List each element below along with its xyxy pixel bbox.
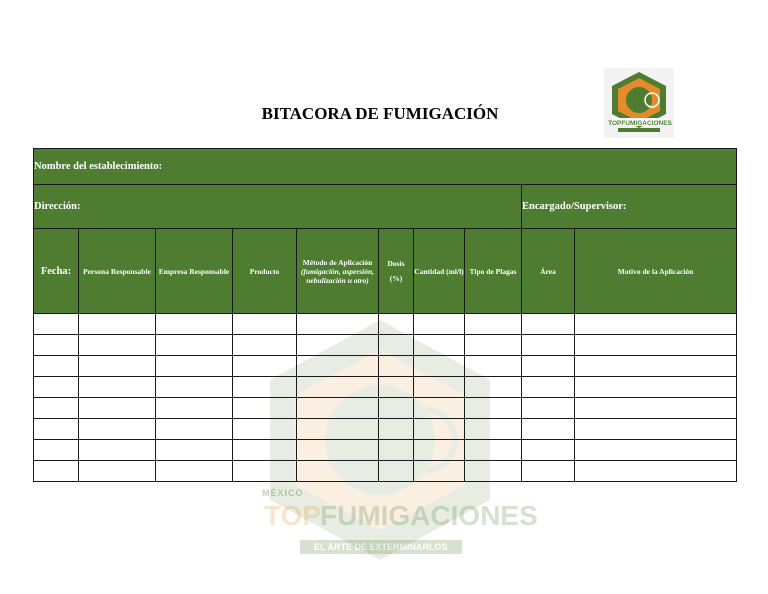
log-entry-cell[interactable] [297, 377, 379, 398]
page-title: BITACORA DE FUMIGACIÓN [261, 104, 499, 123]
log-entry-cell[interactable] [34, 356, 79, 377]
log-entry-cell[interactable] [297, 461, 379, 482]
log-entry-cell[interactable] [297, 335, 379, 356]
log-entry-cell[interactable] [379, 335, 414, 356]
address-row [34, 185, 737, 229]
svg-text:TOPFUMIGACIONES: TOPFUMIGACIONES [608, 120, 672, 127]
log-entry-cell[interactable] [233, 398, 297, 419]
log-entry-cell[interactable] [465, 419, 522, 440]
log-entry-cell[interactable] [79, 335, 156, 356]
log-entry-cell[interactable] [522, 356, 575, 377]
log-entry-cell[interactable] [414, 440, 465, 461]
log-entry-cell[interactable] [233, 335, 297, 356]
log-entry-cell[interactable] [297, 314, 379, 335]
log-entry-cell[interactable] [465, 335, 522, 356]
log-entry-cell[interactable] [522, 377, 575, 398]
log-entry-cell[interactable] [379, 440, 414, 461]
log-entry-row [34, 419, 737, 440]
log-entry-cell[interactable] [379, 314, 414, 335]
log-entry-cell[interactable] [233, 440, 297, 461]
log-entry-cell[interactable] [233, 419, 297, 440]
log-entry-cell[interactable] [156, 461, 233, 482]
log-entry-cell[interactable] [522, 419, 575, 440]
watermark-country: MÉXICO [262, 488, 304, 498]
col-dosis-label: Dosis [387, 259, 405, 268]
log-entry-cell[interactable] [156, 377, 233, 398]
log-entry-cell[interactable] [34, 377, 79, 398]
log-entry-cell[interactable] [575, 440, 737, 461]
log-entry-cell[interactable] [297, 440, 379, 461]
log-entry-cell[interactable] [522, 440, 575, 461]
address-field[interactable]: Dirección: [34, 185, 522, 229]
log-entry-cell[interactable] [414, 335, 465, 356]
log-entry-cell[interactable] [414, 461, 465, 482]
log-entry-cell[interactable] [522, 314, 575, 335]
log-entry-cell[interactable] [297, 398, 379, 419]
log-entry-cell[interactable] [34, 440, 79, 461]
log-entry-row [34, 314, 737, 335]
log-entry-cell[interactable] [34, 419, 79, 440]
log-entry-cell[interactable] [297, 419, 379, 440]
log-entry-cell[interactable] [522, 398, 575, 419]
log-entry-cell[interactable] [233, 377, 297, 398]
log-entry-cell[interactable] [575, 461, 737, 482]
watermark-brand-rest: FUMIGACIONES [320, 500, 538, 531]
col-tipo-plagas: Tipo de Plagas [465, 229, 522, 314]
log-entry-row [34, 398, 737, 419]
col-persona: Persona Responsable [79, 229, 156, 314]
col-dosis [379, 229, 414, 314]
log-entry-cell[interactable] [414, 356, 465, 377]
log-entry-cell[interactable] [34, 335, 79, 356]
log-entry-cell[interactable] [465, 314, 522, 335]
establishment-name-field[interactable]: Nombre del establecimiento: [34, 149, 737, 185]
log-entry-cell[interactable] [79, 377, 156, 398]
col-fecha: Fecha: [34, 229, 79, 314]
col-metodo [297, 229, 379, 314]
col-metodo-detalle: (fumigación, aspersión, nebulización u otro) [300, 266, 375, 285]
log-entry-cell[interactable] [414, 398, 465, 419]
log-entry-cell[interactable] [233, 356, 297, 377]
fumigation-log-table [33, 148, 737, 482]
log-entries [34, 314, 737, 482]
log-entry-row [34, 377, 737, 398]
log-entry-row [34, 440, 737, 461]
log-entry-cell[interactable] [233, 314, 297, 335]
log-entry-cell[interactable] [79, 440, 156, 461]
log-entry-cell[interactable] [522, 461, 575, 482]
log-entry-cell[interactable] [522, 335, 575, 356]
log-entry-cell[interactable] [379, 461, 414, 482]
log-entry-cell[interactable] [156, 419, 233, 440]
log-entry-cell[interactable] [465, 377, 522, 398]
log-entry-cell[interactable] [379, 398, 414, 419]
log-entry-cell[interactable] [156, 314, 233, 335]
company-logo [604, 68, 674, 138]
log-entry-cell[interactable] [465, 398, 522, 419]
log-entry-cell[interactable] [575, 398, 737, 419]
log-entry-cell[interactable] [575, 377, 737, 398]
log-entry-row [34, 335, 737, 356]
col-metodo-label: Método de Aplicación [302, 257, 373, 267]
log-entry-cell[interactable] [156, 398, 233, 419]
establishment-row [34, 149, 737, 185]
log-entry-cell[interactable] [34, 398, 79, 419]
log-entry-cell[interactable] [156, 335, 233, 356]
log-entry-cell[interactable] [34, 314, 79, 335]
log-entry-row [34, 461, 737, 482]
log-entry-cell[interactable] [34, 461, 79, 482]
log-entry-cell[interactable] [575, 356, 737, 377]
log-entry-cell[interactable] [465, 440, 522, 461]
log-entry-cell[interactable] [79, 398, 156, 419]
col-dosis-unit: (%) [389, 274, 403, 283]
log-entry-cell[interactable] [575, 335, 737, 356]
supervisor-field[interactable]: Encargado/Supervisor: [522, 185, 737, 229]
header-row [34, 229, 737, 314]
log-entry-cell[interactable] [156, 440, 233, 461]
log-entry-cell[interactable] [79, 314, 156, 335]
col-cantidad: Cantidad (ml/l) [414, 229, 465, 314]
log-entry-cell[interactable] [79, 419, 156, 440]
log-entry-cell[interactable] [465, 356, 522, 377]
log-entry-cell[interactable] [379, 419, 414, 440]
col-producto: Producto [233, 229, 297, 314]
log-entry-cell[interactable] [156, 356, 233, 377]
log-entry-cell[interactable] [414, 419, 465, 440]
log-entry-cell[interactable] [233, 461, 297, 482]
log-entry-cell[interactable] [465, 461, 522, 482]
col-empresa: Empresa Responsable [156, 229, 233, 314]
watermark-brand-top: TOP [264, 500, 322, 531]
log-entry-cell[interactable] [297, 356, 379, 377]
log-entry-cell[interactable] [379, 377, 414, 398]
log-entry-cell[interactable] [79, 356, 156, 377]
watermark-tagline: EL ARTE DE EXTERMINARLOS [300, 540, 462, 554]
log-entry-cell[interactable] [79, 461, 156, 482]
col-area: Área [522, 229, 575, 314]
log-entry-row [34, 356, 737, 377]
log-entry-cell[interactable] [379, 356, 414, 377]
log-entry-cell[interactable] [575, 314, 737, 335]
log-entry-cell[interactable] [414, 314, 465, 335]
log-entry-cell[interactable] [575, 419, 737, 440]
log-entry-cell[interactable] [414, 377, 465, 398]
col-motivo: Motivo de la Aplicación [575, 229, 737, 314]
